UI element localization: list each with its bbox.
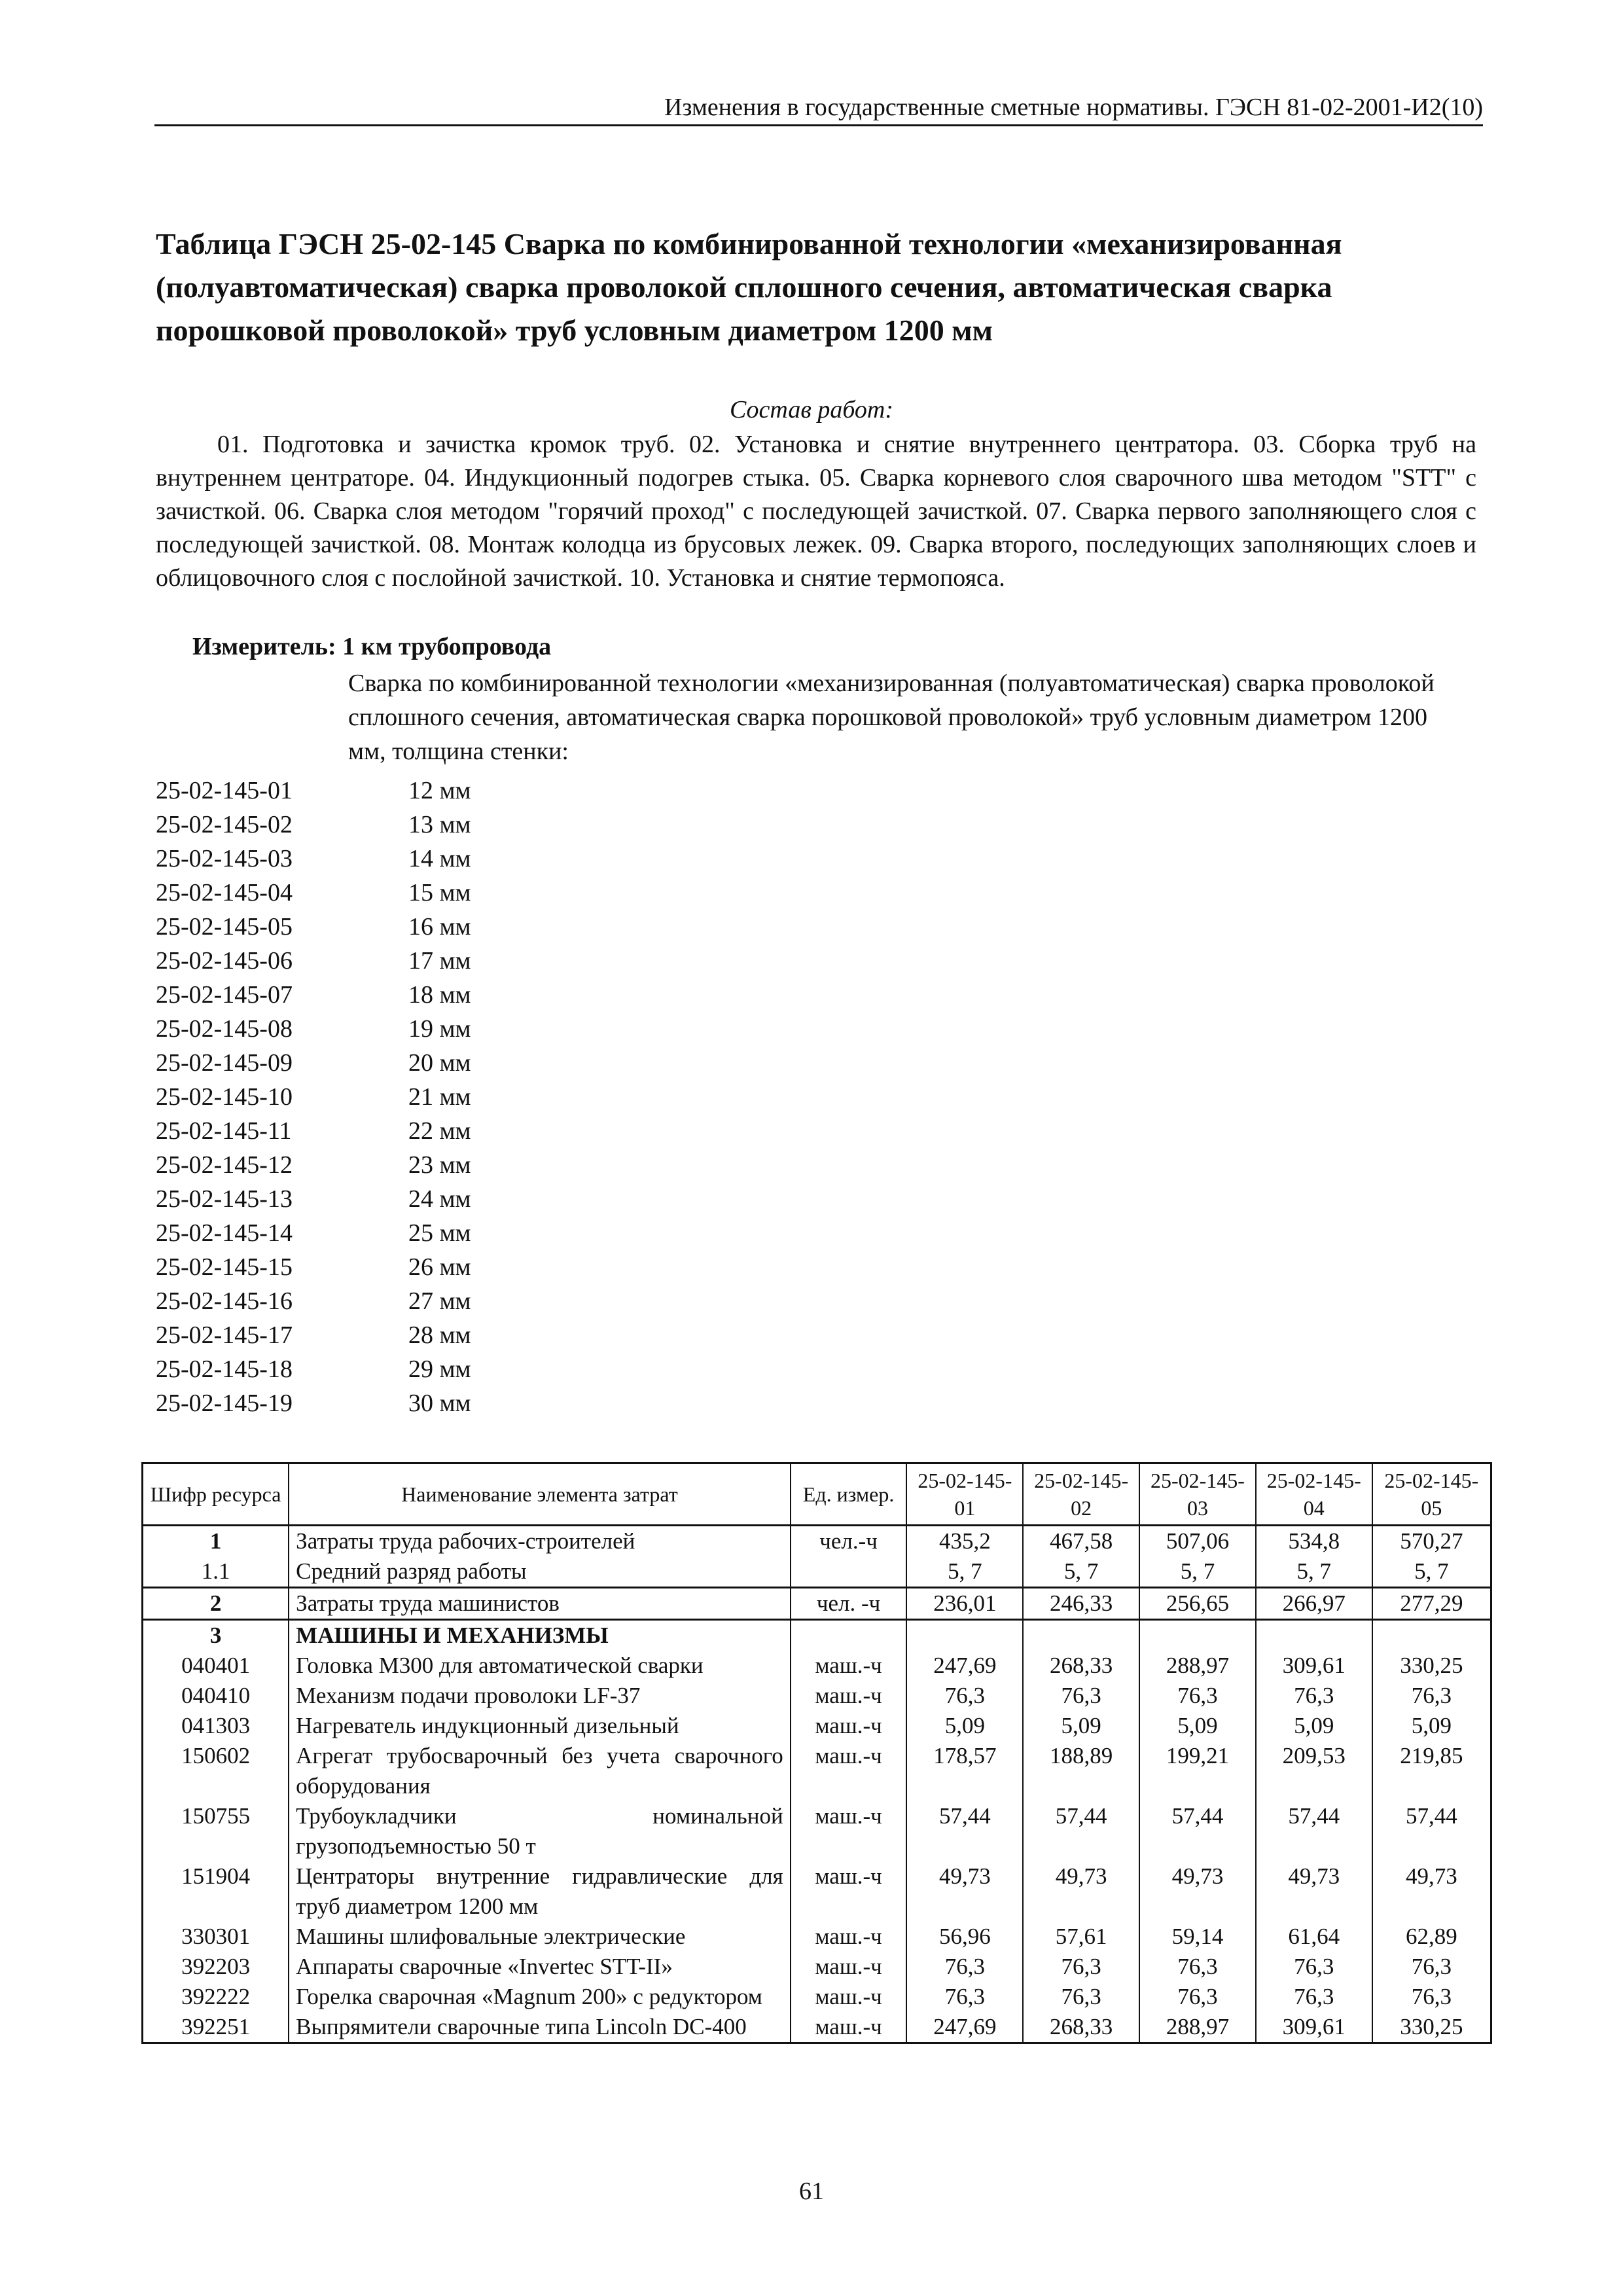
value-cell: 236,01 <box>906 1588 1023 1620</box>
norm-code: 25-02-145-10 <box>156 1083 293 1111</box>
value-cell: 5,09 <box>1139 1711 1256 1741</box>
norm-code: 25-02-145-04 <box>156 879 293 906</box>
unit: маш.-ч <box>791 1741 907 1801</box>
value-cell: 76,3 <box>1023 1952 1139 1982</box>
value-cell: 76,3 <box>1372 1982 1491 2012</box>
element-name: Горелка сварочная «Magnum 200» с редуктором <box>289 1982 791 2012</box>
value-cell: 49,73 <box>1372 1861 1491 1922</box>
value-cell: 76,3 <box>1139 1681 1256 1711</box>
value-cell: 5, 7 <box>906 1556 1023 1588</box>
unit <box>791 1556 907 1588</box>
value-cell: 61,64 <box>1256 1922 1372 1952</box>
scope-description: Сварка по комбинированной технологии «механизированная (полуавтоматическая) сварка проволокой сплошного сечения, автоматическая сварка порошковой проволокой» труб условным диаметром 1200 мм, толщина стенки: <box>348 670 1435 765</box>
value-cell: 5, 7 <box>1372 1556 1491 1588</box>
unit: маш.-ч <box>791 1952 907 1982</box>
value-cell: 5, 7 <box>1256 1556 1372 1588</box>
header-col-5: 25-02-145-05 <box>1372 1463 1491 1526</box>
table-row <box>143 1526 1491 1557</box>
value-cell: 330,25 <box>1372 2012 1491 2043</box>
table-row <box>143 1711 1491 1741</box>
value-cell: 76,3 <box>1139 1982 1256 2012</box>
unit: чел. -ч <box>791 1588 907 1620</box>
unit: маш.-ч <box>791 1681 907 1711</box>
wall-thickness: 26 мм <box>408 1253 471 1281</box>
code-row <box>156 1114 471 1148</box>
value-cell: 76,3 <box>906 1982 1023 2012</box>
value-cell: 76,3 <box>906 1952 1023 1982</box>
code-row <box>156 1318 471 1352</box>
value-cell: 246,33 <box>1023 1588 1139 1620</box>
norm-code: 25-02-145-09 <box>156 1049 293 1077</box>
value-cell: 330,25 <box>1372 1651 1491 1681</box>
value-cell: 247,69 <box>906 2012 1023 2043</box>
code-row <box>156 1284 471 1318</box>
norm-code: 25-02-145-02 <box>156 811 293 838</box>
resource-cipher: 1 <box>143 1526 289 1557</box>
value-cell: 57,44 <box>1372 1801 1491 1861</box>
wall-thickness: 17 мм <box>408 947 471 975</box>
table-row <box>143 1651 1491 1681</box>
element-name: Головка М300 для автоматической сварки <box>289 1651 791 1681</box>
value-cell: 57,61 <box>1023 1922 1139 1952</box>
wall-thickness: 25 мм <box>408 1219 471 1247</box>
measure-unit: Измеритель: 1 км трубопровода <box>192 633 552 660</box>
unit: маш.-ч <box>791 1801 907 1861</box>
code-row <box>156 1046 471 1080</box>
wall-thickness: 13 мм <box>408 811 471 838</box>
value-cell: 507,06 <box>1139 1526 1256 1557</box>
value-cell: 277,29 <box>1372 1588 1491 1620</box>
value-cell: 219,85 <box>1372 1741 1491 1801</box>
element-name: Затраты труда рабочих-строителей <box>289 1526 791 1557</box>
table-title: Таблица ГЭСН 25-02-145 Сварка по комбинированной технологии «механизированная (полуавтоматическая) сварка проволокой сплошного сечения, автоматическая сварка порошковой проволокой» труб условным диаметром 1200 мм <box>156 227 1342 347</box>
value-cell: 76,3 <box>1256 1952 1372 1982</box>
element-name: Выпрямители сварочные типа Lincoln DC-400 <box>289 2012 791 2043</box>
code-row <box>156 1216 471 1250</box>
header-unit: Ед. измер. <box>791 1463 907 1526</box>
table-row <box>143 2012 1491 2043</box>
element-name: Аппараты сварочные «Invertec STT-II» <box>289 1952 791 1982</box>
wall-thickness: 29 мм <box>408 1355 471 1383</box>
wall-thickness: 15 мм <box>408 879 471 906</box>
value-cell: 49,73 <box>1139 1861 1256 1922</box>
table-row <box>143 1982 1491 2012</box>
wall-thickness: 21 мм <box>408 1083 471 1111</box>
resource-cipher: 040401 <box>143 1651 289 1681</box>
value-cell: 62,89 <box>1372 1922 1491 1952</box>
work-composition-heading: Состав работ: <box>729 396 894 423</box>
wall-thickness: 19 мм <box>408 1015 471 1043</box>
page-number: 61 <box>799 2178 824 2205</box>
value-cell: 76,3 <box>1256 1681 1372 1711</box>
value-cell: 288,97 <box>1139 2012 1256 2043</box>
unit: маш.-ч <box>791 1651 907 1681</box>
value-cell: 268,33 <box>1023 1651 1139 1681</box>
value-cell: 76,3 <box>1372 1952 1491 1982</box>
value-cell: 266,97 <box>1256 1588 1372 1620</box>
value-cell: 59,14 <box>1139 1922 1256 1952</box>
resource-cipher: 150602 <box>143 1741 289 1801</box>
value-cell: 188,89 <box>1023 1741 1139 1801</box>
norm-code: 25-02-145-12 <box>156 1151 293 1179</box>
code-row <box>156 910 471 944</box>
table-row <box>143 1861 1491 1922</box>
norm-code: 25-02-145-15 <box>156 1253 293 1281</box>
wall-thickness: 20 мм <box>408 1049 471 1077</box>
wall-thickness: 12 мм <box>408 777 471 804</box>
value-cell: 534,8 <box>1256 1526 1372 1557</box>
code-row <box>156 1352 471 1386</box>
value-cell: 57,44 <box>906 1801 1023 1861</box>
resource-cipher: 330301 <box>143 1922 289 1952</box>
value-cell: 199,21 <box>1139 1741 1256 1801</box>
resource-cipher: 392222 <box>143 1982 289 2012</box>
resource-cipher: 2 <box>143 1588 289 1620</box>
work-composition-text: 01. Подготовка и зачистка кромок труб. 02. Установка и снятие внутреннего центратора. 03. Сборка труб на внутреннем центраторе. 04. Индукционный подогрев стыка. 05. Сварка корневого слоя сварочного шва методом "STT" с зачисткой. 06. Сварка слоя методом "горячий проход" с последующей зачисткой. 07. Сварка первого заполняющего слоя с последующей зачисткой. 08. Монтаж колодца из брусовых лежек. 09. Сварка второго, последующих заполняющих слоев и облицовочного слоя с послойной зачисткой. 10. Установка и снятие термопояса. <box>156 431 1476 592</box>
wall-thickness: 30 мм <box>408 1390 471 1417</box>
code-row <box>156 1386 471 1420</box>
wall-thickness: 27 мм <box>408 1287 471 1315</box>
value-cell <box>1372 1620 1491 1651</box>
norm-code: 25-02-145-08 <box>156 1015 293 1043</box>
code-row <box>156 978 471 1012</box>
element-name: Затраты труда машинистов <box>289 1588 791 1620</box>
element-name: Нагреватель индукционный дизельный <box>289 1711 791 1741</box>
header-col-1: 25-02-145-01 <box>906 1463 1023 1526</box>
element-name: Машины шлифовальные электрические <box>289 1922 791 1952</box>
value-cell: 247,69 <box>906 1651 1023 1681</box>
code-row <box>156 842 471 876</box>
unit: маш.-ч <box>791 1922 907 1952</box>
value-cell: 76,3 <box>1023 1681 1139 1711</box>
table-row <box>143 1801 1491 1861</box>
value-cell: 467,58 <box>1023 1526 1139 1557</box>
unit: маш.-ч <box>791 1861 907 1922</box>
norm-code: 25-02-145-06 <box>156 947 293 975</box>
resource-cipher: 3 <box>143 1620 289 1651</box>
wall-thickness: 22 мм <box>408 1117 471 1145</box>
norm-code: 25-02-145-16 <box>156 1287 293 1315</box>
unit: маш.-ч <box>791 1711 907 1741</box>
running-header: Изменения в государственные сметные нормативы. ГЭСН 81-02-2001-И2(10) <box>154 93 1483 126</box>
value-cell <box>906 1620 1023 1651</box>
value-cell: 5,09 <box>906 1711 1023 1741</box>
wall-thickness: 18 мм <box>408 981 471 1009</box>
element-name: Механизм подачи проволоки LF-37 <box>289 1681 791 1711</box>
norm-codes-list <box>156 774 471 1420</box>
table-row <box>143 1620 1491 1651</box>
resource-cipher: 392203 <box>143 1952 289 1982</box>
wall-thickness: 23 мм <box>408 1151 471 1179</box>
value-cell: 309,61 <box>1256 1651 1372 1681</box>
value-cell: 5, 7 <box>1139 1556 1256 1588</box>
value-cell: 570,27 <box>1372 1526 1491 1557</box>
value-cell <box>1139 1620 1256 1651</box>
value-cell: 178,57 <box>906 1741 1023 1801</box>
code-row <box>156 1148 471 1182</box>
norm-code: 25-02-145-18 <box>156 1355 293 1383</box>
wall-thickness: 16 мм <box>408 913 471 941</box>
unit <box>791 1620 907 1651</box>
header-name: Наименование элемента затрат <box>289 1463 791 1526</box>
norm-code: 25-02-145-17 <box>156 1321 293 1349</box>
code-row <box>156 1182 471 1216</box>
table-row <box>143 1922 1491 1952</box>
value-cell: 5,09 <box>1256 1711 1372 1741</box>
wall-thickness: 14 мм <box>408 845 471 872</box>
element-name: Трубоукладчики номинальной грузоподъемностью 50 т <box>289 1801 791 1861</box>
element-name: Агрегат трубосварочный без учета сварочного оборудования <box>289 1741 791 1801</box>
norm-code: 25-02-145-19 <box>156 1390 293 1417</box>
code-row <box>156 1012 471 1046</box>
value-cell: 435,2 <box>906 1526 1023 1557</box>
value-cell <box>1256 1620 1372 1651</box>
cost-elements-table <box>141 1462 1492 2044</box>
value-cell: 256,65 <box>1139 1588 1256 1620</box>
value-cell: 76,3 <box>1372 1681 1491 1711</box>
header-col-2: 25-02-145-02 <box>1023 1463 1139 1526</box>
norm-code: 25-02-145-07 <box>156 981 293 1009</box>
norm-code: 25-02-145-05 <box>156 913 293 941</box>
resource-cipher: 151904 <box>143 1861 289 1922</box>
element-name: МАШИНЫ И МЕХАНИЗМЫ <box>289 1620 791 1651</box>
table-row <box>143 1681 1491 1711</box>
value-cell: 57,44 <box>1139 1801 1256 1861</box>
code-row <box>156 944 471 978</box>
norm-code: 25-02-145-14 <box>156 1219 293 1247</box>
element-name: Средний разряд работы <box>289 1556 791 1588</box>
value-cell: 49,73 <box>1256 1861 1372 1922</box>
value-cell <box>1023 1620 1139 1651</box>
value-cell: 76,3 <box>1139 1952 1256 1982</box>
value-cell: 57,44 <box>1256 1801 1372 1861</box>
norm-code: 25-02-145-03 <box>156 845 293 872</box>
norm-code: 25-02-145-13 <box>156 1185 293 1213</box>
value-cell: 209,53 <box>1256 1741 1372 1801</box>
table-header-row <box>143 1463 1491 1526</box>
table-row <box>143 1741 1491 1801</box>
table-row <box>143 1556 1491 1588</box>
header-col-3: 25-02-145-03 <box>1139 1463 1256 1526</box>
table-row <box>143 1952 1491 1982</box>
unit: маш.-ч <box>791 1982 907 2012</box>
unit: маш.-ч <box>791 2012 907 2043</box>
value-cell: 5,09 <box>1023 1711 1139 1741</box>
header-col-4: 25-02-145-04 <box>1256 1463 1372 1526</box>
resource-cipher: 040410 <box>143 1681 289 1711</box>
unit: чел.-ч <box>791 1526 907 1557</box>
table-row <box>143 1588 1491 1620</box>
value-cell: 76,3 <box>1256 1982 1372 2012</box>
value-cell: 5,09 <box>1372 1711 1491 1741</box>
code-row <box>156 876 471 910</box>
resource-cipher: 392251 <box>143 2012 289 2043</box>
code-row <box>156 1080 471 1114</box>
norm-code: 25-02-145-11 <box>156 1117 292 1145</box>
wall-thickness: 28 мм <box>408 1321 471 1349</box>
value-cell: 49,73 <box>906 1861 1023 1922</box>
code-row <box>156 774 471 808</box>
value-cell: 309,61 <box>1256 2012 1372 2043</box>
value-cell: 76,3 <box>1023 1982 1139 2012</box>
value-cell: 288,97 <box>1139 1651 1256 1681</box>
value-cell: 57,44 <box>1023 1801 1139 1861</box>
element-name: Центраторы внутренние гидравлические для труб диаметром 1200 мм <box>289 1861 791 1922</box>
code-row <box>156 1250 471 1284</box>
resource-cipher: 150755 <box>143 1801 289 1861</box>
value-cell: 56,96 <box>906 1922 1023 1952</box>
resource-cipher: 041303 <box>143 1711 289 1741</box>
code-row <box>156 808 471 842</box>
resource-cipher: 1.1 <box>143 1556 289 1588</box>
header-cipher: Шифр ресурса <box>143 1463 289 1526</box>
value-cell: 5, 7 <box>1023 1556 1139 1588</box>
value-cell: 49,73 <box>1023 1861 1139 1922</box>
value-cell: 268,33 <box>1023 2012 1139 2043</box>
norm-code: 25-02-145-01 <box>156 777 293 804</box>
wall-thickness: 24 мм <box>408 1185 471 1213</box>
value-cell: 76,3 <box>906 1681 1023 1711</box>
